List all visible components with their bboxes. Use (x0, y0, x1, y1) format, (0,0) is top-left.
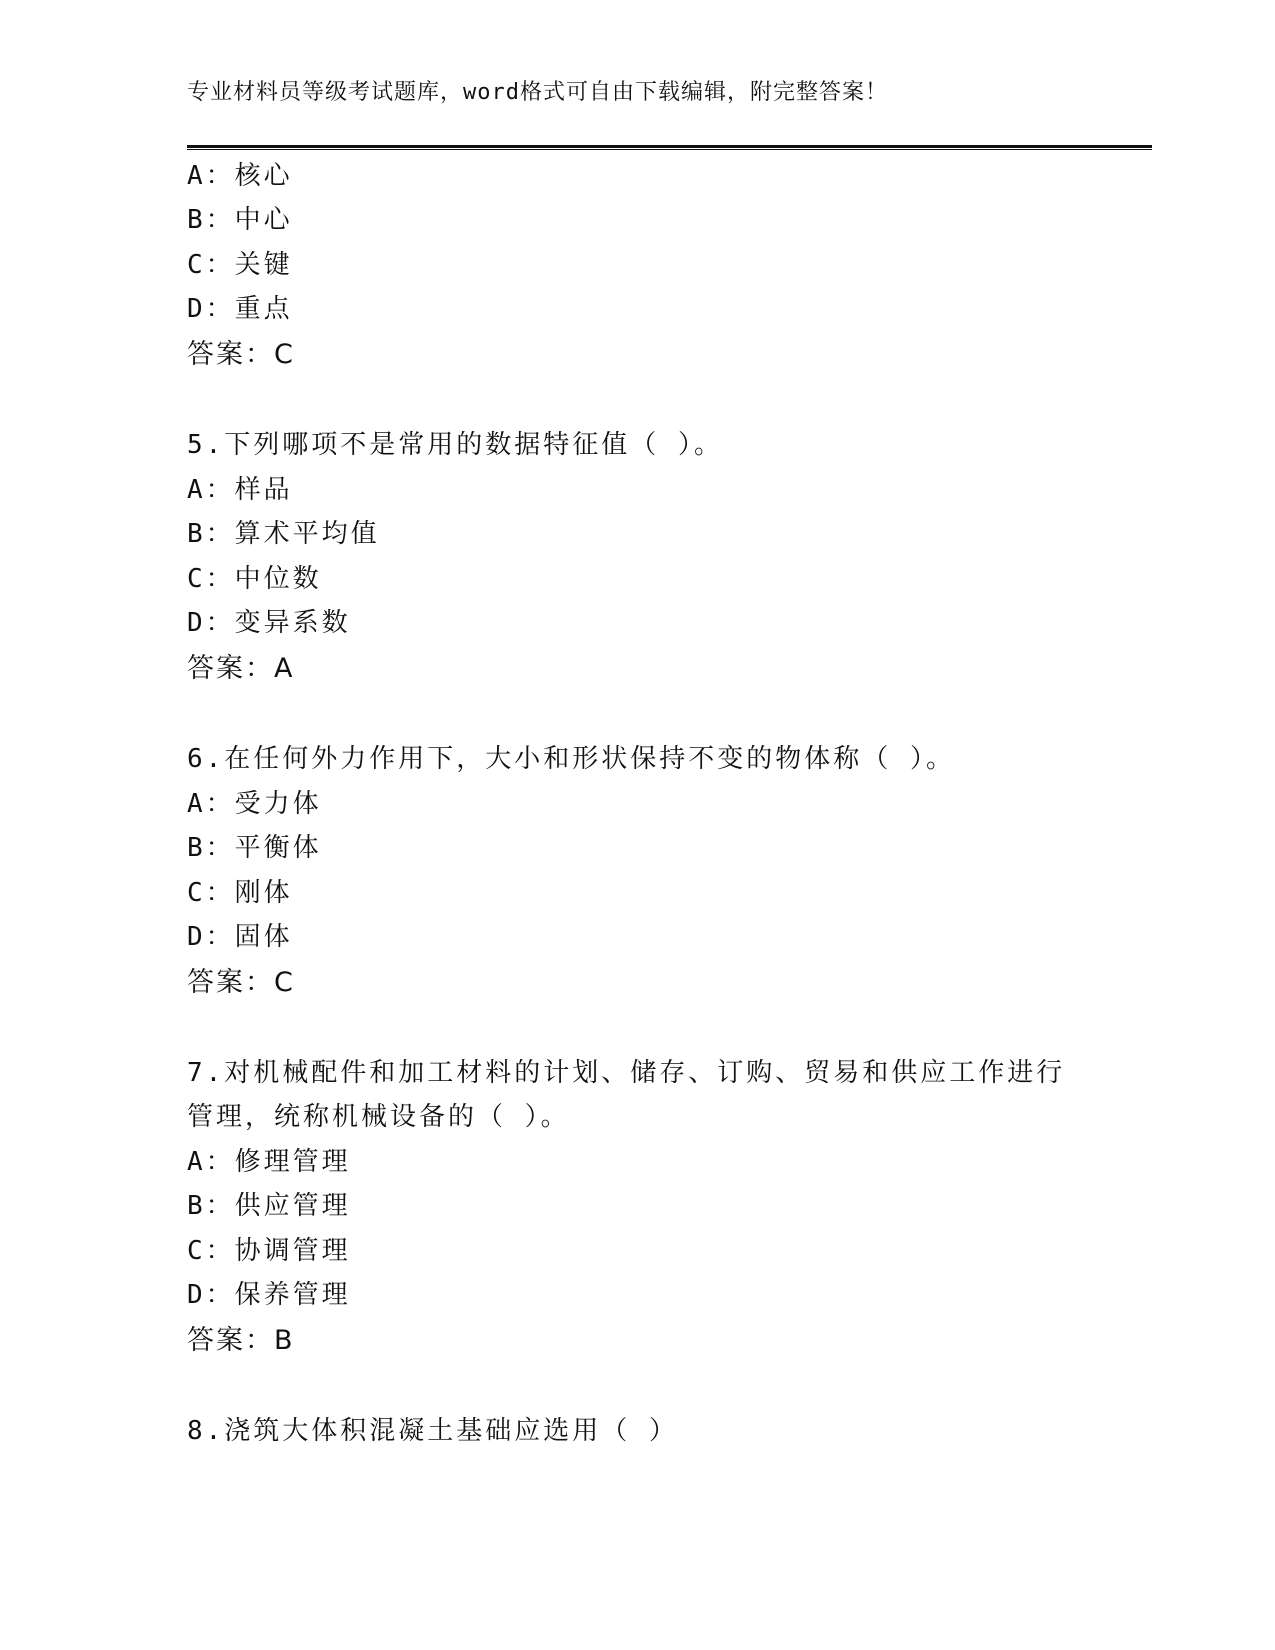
option-line: B：平衡体 (187, 833, 322, 863)
option-line: B：供应管理 (187, 1191, 351, 1221)
answer-line: 答案：A (187, 653, 295, 684)
option-line: D：固体 (187, 922, 293, 952)
option-line: A：受力体 (187, 789, 322, 819)
question-line: 8.浇筑大体积混凝土基础应选用（ ） (187, 1416, 678, 1446)
option-line: B：算术平均值 (187, 519, 380, 549)
option-line: C：关键 (187, 250, 293, 280)
answer-line: 答案：B (187, 1325, 295, 1356)
option-line: C：协调管理 (187, 1236, 351, 1266)
option-line: D：变异系数 (187, 608, 351, 638)
option-line: A：核心 (187, 161, 293, 191)
question-line: 7.对机械配件和加工材料的计划、储存、订购、贸易和供应工作进行 (187, 1058, 1066, 1088)
answer-line: 答案：C (187, 967, 295, 998)
answer-line: 答案：C (187, 339, 295, 370)
option-line: C：中位数 (187, 564, 322, 594)
header-divider (187, 145, 1152, 150)
document-header: 专业材料员等级考试题库，word格式可自由下载编辑，附完整答案！ (187, 80, 888, 105)
option-line: A：样品 (187, 475, 293, 505)
option-line: A：修理管理 (187, 1147, 351, 1177)
option-line: D：重点 (187, 294, 293, 324)
option-line: D：保养管理 (187, 1280, 351, 1310)
option-line: C：刚体 (187, 878, 293, 908)
question-line: 管理，统称机械设备的（ ）。 (187, 1102, 570, 1132)
question-line: 6.在任何外力作用下，大小和形状保持不变的物体称（ ）。 (187, 744, 955, 774)
option-line: B：中心 (187, 205, 293, 235)
question-line: 5.下列哪项不是常用的数据特征值（ ）。 (187, 430, 723, 460)
